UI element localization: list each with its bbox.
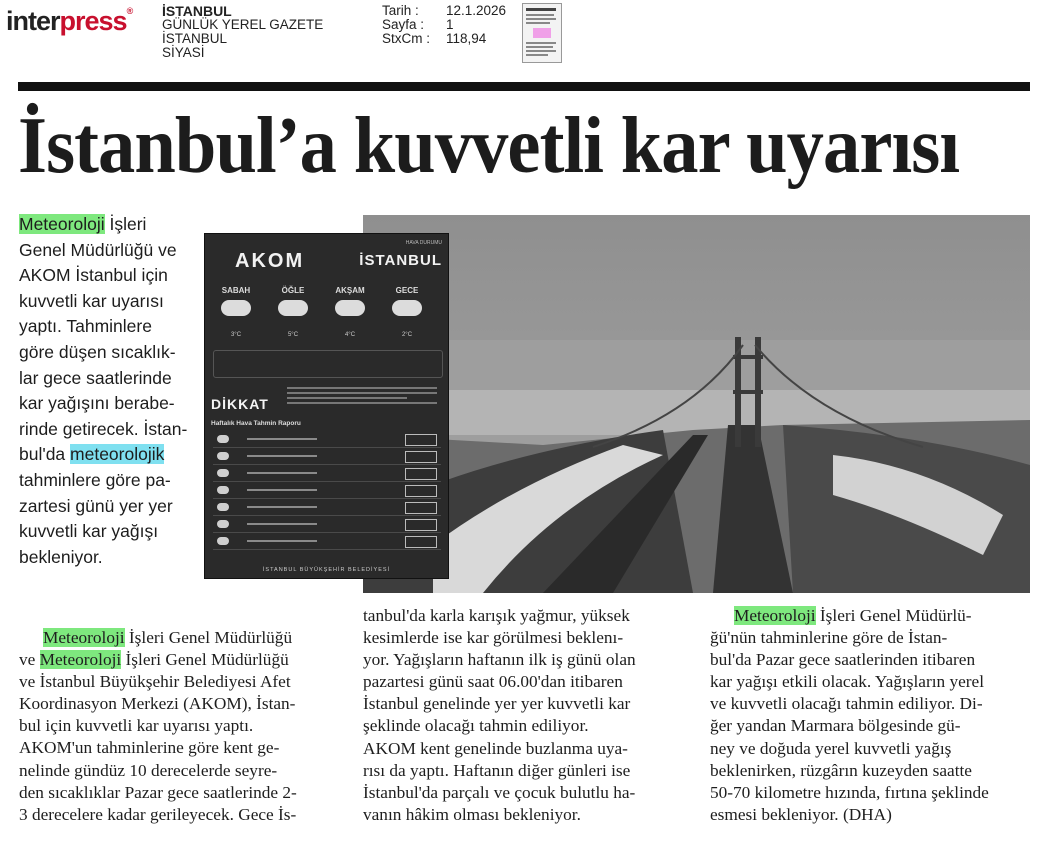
col2-line: İstanbul'da parçalı ve çocuk bulutlu ha- bbox=[363, 782, 636, 802]
forecast-row bbox=[213, 449, 441, 465]
col1-line bbox=[19, 649, 337, 671]
intro-line: göre düşen sıcaklık- bbox=[19, 341, 176, 362]
meta-page-value: 1 bbox=[446, 17, 454, 32]
intro-line: zartesi günü yer yer bbox=[19, 495, 173, 516]
col3-line bbox=[710, 605, 1030, 627]
col2-line: AKOM kent genelinde buzlanma uya- bbox=[363, 738, 628, 758]
cloud-icon bbox=[217, 452, 229, 460]
info-band bbox=[213, 350, 443, 378]
col3-line: ney ve doğuda yerel kuvvetli yağış bbox=[710, 738, 952, 758]
logo-text: inter bbox=[6, 6, 60, 36]
meta-size-row bbox=[382, 32, 506, 46]
col2-line: rısı da yaptı. Haftanın diğer günleri ise bbox=[363, 760, 631, 780]
forecast-row bbox=[213, 500, 441, 516]
col3-line: beklenirken, rüzgârın kuzeyden saatte bbox=[710, 760, 972, 780]
meta-date-label: Tarih : bbox=[382, 3, 419, 18]
col1-line: bul için kuvvetli kar uyarısı yaptı. bbox=[19, 716, 254, 736]
bridge-photo bbox=[363, 215, 1030, 593]
intro-line: lar gece saatlerinde bbox=[19, 367, 172, 388]
infographic-small-title: HAVA DURUMU bbox=[405, 240, 442, 246]
col3-line: ğü'nün tahminlerine göre de İstan- bbox=[710, 628, 948, 648]
intro-line: kar yağışını berabe- bbox=[19, 393, 175, 414]
period-evening: AKŞAM bbox=[335, 286, 365, 295]
intro-line: kuvvetli kar uyarısı bbox=[19, 290, 164, 311]
intro-fragment: İşleri bbox=[104, 214, 147, 234]
col1-line: den sıcaklıklar Pazar gece saatlerinde 2- bbox=[19, 782, 297, 802]
col1-line: nelinde gündüz 10 derecelerde seyre- bbox=[19, 760, 278, 780]
col1-fragment: ve bbox=[19, 650, 40, 670]
meta-size-value: 118,94 bbox=[446, 31, 487, 46]
meta-city: İSTANBUL bbox=[162, 3, 232, 19]
cloud-icon bbox=[217, 435, 229, 443]
meta-type: GÜNLÜK YEREL GAZETE bbox=[162, 17, 324, 32]
cloud-icon bbox=[217, 503, 229, 511]
col3-fragment: İşleri Genel Müdürlü- bbox=[815, 606, 972, 625]
col3-line: kar yağışı etkili olacak. Yağışların yerel bbox=[710, 672, 985, 692]
logo-accent-text: press bbox=[59, 6, 127, 36]
clipping-meta-left bbox=[162, 4, 323, 60]
forecast-row bbox=[213, 483, 441, 499]
meta-category: SİYASİ bbox=[162, 45, 205, 60]
period-morning: SABAH bbox=[221, 286, 251, 295]
infographic-city: İSTANBUL bbox=[359, 252, 442, 269]
registered-mark: ® bbox=[126, 6, 133, 16]
cloud-icon bbox=[217, 469, 229, 477]
highlight-meteoroloji: Meteoroloji bbox=[43, 628, 125, 647]
meta-date-value: 12.1.2026 bbox=[446, 3, 507, 18]
highlight-meteoroloji: Meteoroloji bbox=[39, 650, 122, 670]
forecast-row bbox=[213, 534, 441, 550]
intro-text bbox=[19, 212, 195, 570]
temp-evening: 4°C bbox=[344, 332, 356, 338]
col3-line: ve kuvvetli olacağı tahmin ediliyor. Di- bbox=[710, 694, 983, 714]
clipping-meta-right bbox=[382, 4, 506, 46]
col1-fragment: İşleri Genel Müdürlüğü bbox=[124, 628, 293, 647]
intro-line: bekleniyor. bbox=[19, 546, 103, 567]
meta-region: İSTANBUL bbox=[162, 31, 228, 46]
col2-line: kesimlerde ise kar görülmesi beklenı- bbox=[363, 628, 624, 648]
page-thumbnail[interactable] bbox=[522, 3, 562, 63]
col2-line: İstanbul genelinde yer yer kuvvetli kar bbox=[363, 694, 631, 714]
cloud-icon bbox=[217, 486, 229, 494]
cloud-icon bbox=[217, 520, 229, 528]
intro-line: AKOM İstanbul için bbox=[19, 265, 168, 286]
col2-line: yor. Yağışların haftanın ilk iş günü olan bbox=[363, 650, 636, 670]
temp-morning: 3°C bbox=[230, 332, 242, 338]
col2-line: şeklinde olacağı tahmin ediliyor. bbox=[363, 716, 589, 736]
intro-line: rinde getirecek. İstan- bbox=[19, 418, 188, 439]
akom-logo: AKOM bbox=[235, 250, 305, 272]
meta-size-label: StxCm : bbox=[382, 31, 431, 46]
snow-cloud-icon bbox=[392, 300, 422, 316]
intro-line: tahminlere göre pa- bbox=[19, 469, 171, 490]
intro-line: Genel Müdürlüğü ve bbox=[19, 239, 177, 260]
intro-fragment: bul'da bbox=[19, 444, 71, 465]
forecast-row bbox=[213, 466, 441, 482]
article-column-1 bbox=[19, 627, 337, 826]
cloud-icon bbox=[217, 537, 229, 545]
meta-page-label: Sayfa : bbox=[382, 17, 425, 32]
article-column-3 bbox=[710, 605, 1030, 826]
col3-line: bul'da Pazar gece saatlerinden itibaren bbox=[710, 650, 976, 670]
warning-label: DİKKAT bbox=[211, 396, 269, 412]
col1-line: ve İstanbul Büyükşehir Belediyesi Afet bbox=[19, 672, 291, 692]
warning-text-block bbox=[287, 384, 437, 414]
col3-line: esmesi bekleniyor. (DHA) bbox=[710, 804, 892, 824]
col1-fragment: İşleri Genel Müdürlüğü bbox=[121, 650, 289, 670]
snow-cloud-icon bbox=[221, 300, 251, 316]
header-rule bbox=[18, 82, 1030, 91]
period-noon: ÖĞLE bbox=[281, 286, 305, 295]
temp-night: 2°C bbox=[401, 332, 413, 338]
meta-page-row bbox=[382, 18, 506, 32]
temp-noon: 5°C bbox=[287, 332, 299, 338]
col2-line: tanbul'da karla karışık yağmur, yüksek bbox=[363, 606, 630, 625]
col2-line: pazartesi günü saat 06.00'dan itibaren bbox=[363, 672, 623, 692]
col1-line bbox=[19, 627, 337, 649]
forecast-row bbox=[213, 432, 441, 448]
weather-infographic bbox=[204, 233, 449, 579]
col3-line: 50-70 kilometre hızında, fırtına şeklinde bbox=[710, 782, 989, 802]
period-night: GECE bbox=[395, 286, 419, 295]
meta-date-row bbox=[382, 4, 506, 18]
weekly-report-title: Haftalık Hava Tahmin Raporu bbox=[211, 420, 301, 427]
snow-cloud-icon bbox=[278, 300, 308, 316]
article-headline: İstanbul’a kuvvetli kar uyarısı bbox=[18, 100, 960, 190]
article-column-2 bbox=[363, 605, 683, 826]
highlight-meteoroloji: Meteoroloji bbox=[734, 606, 816, 625]
col1-line: 3 derecelere kadar gerileyecek. Gece İs- bbox=[19, 804, 297, 824]
highlight-meteoroloji: Meteoroloji bbox=[19, 214, 105, 234]
intro-line: yaptı. Tahminlere bbox=[19, 316, 152, 337]
col3-line: ğer yandan Marmara bölgesinde gü- bbox=[710, 716, 961, 736]
interpress-logo bbox=[6, 6, 132, 37]
bosphorus-bridge-image bbox=[363, 215, 1030, 593]
intro-line bbox=[19, 442, 195, 468]
infographic-footer: İSTANBUL BÜYÜKŞEHİR BELEDİYESİ bbox=[262, 567, 391, 573]
col1-line: Koordinasyon Merkezi (AKOM), İstan- bbox=[19, 694, 296, 714]
highlight-meteorolojik: meteorolojik bbox=[70, 444, 165, 465]
forecast-row bbox=[213, 517, 441, 533]
col1-line: AKOM'un tahminlerine göre kent ge- bbox=[19, 738, 280, 758]
col2-line: vanın hâkim olması bekleniyor. bbox=[363, 804, 581, 824]
intro-line bbox=[19, 212, 195, 238]
intro-line: kuvvetli kar yağışı bbox=[19, 521, 159, 542]
snow-cloud-icon bbox=[335, 300, 365, 316]
